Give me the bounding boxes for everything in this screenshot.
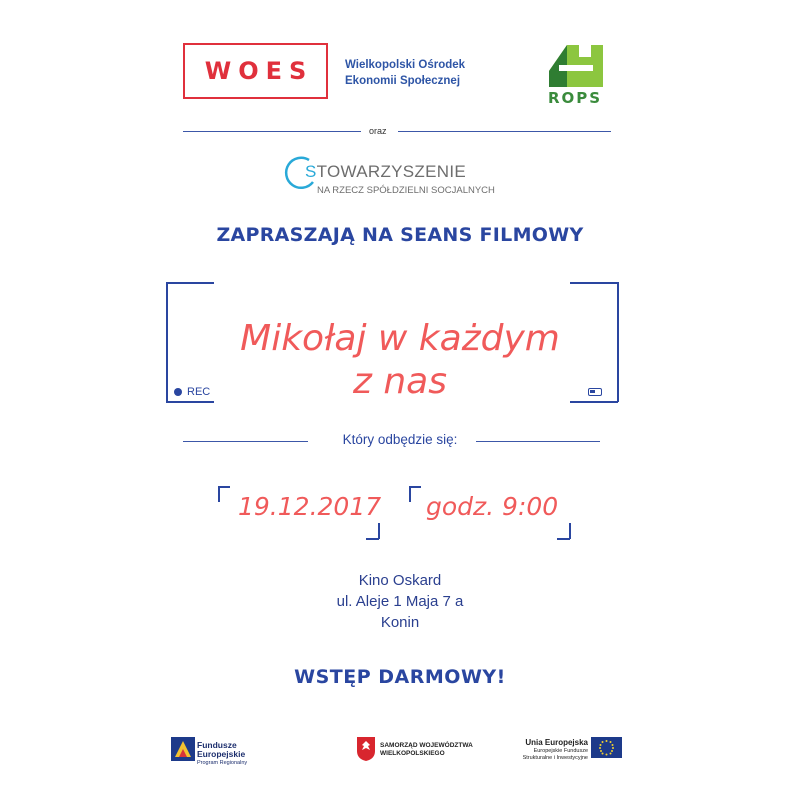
venue-street: ul. Aleje 1 Maja 7 a [336, 593, 464, 610]
woes-logo [183, 43, 328, 99]
samorzad-crest-icon [356, 736, 376, 762]
frame-corner-tr-h [570, 282, 618, 284]
event-time: godz. 9:00 [426, 492, 559, 521]
rec-label: REC [187, 386, 211, 398]
free-entry: WSTĘP DARMOWY! [294, 666, 506, 688]
unia-europejska-text [520, 738, 588, 762]
when-label: Który odbędzie się: [342, 432, 458, 447]
frame-corner-tl-h [166, 282, 214, 284]
film-title-line1: Mikołaj w każdym [240, 318, 560, 359]
record-dot-icon [174, 388, 182, 396]
battery-icon [588, 388, 602, 396]
samorzad-line2: WIELKOPOLSKIEGO [380, 750, 445, 757]
ue-line1: Unia Europejska [525, 738, 588, 747]
woes-name-line1: Wielkopolski Ośrodek [345, 59, 466, 71]
date-bracket-bottom [366, 538, 379, 540]
divider-left [183, 131, 361, 132]
time-bracket-top [409, 486, 421, 488]
eu-flag-icon [591, 737, 622, 758]
samorzad-line1: SAMORZĄD WOJEWÓDZTWA [380, 742, 473, 749]
when-divider-right [476, 441, 600, 442]
time-bracket-left [409, 486, 411, 502]
fundusze-europejskie-text [197, 741, 247, 767]
time-bracket-right [569, 523, 571, 539]
woes-name-line2: Ekonomii Społecznej [345, 75, 461, 87]
stowarzyszenie-rest: TOWARZYSZENIE [316, 162, 466, 181]
fundusze-europejskie-icon [171, 737, 195, 761]
time-bracket-bottom [557, 538, 570, 540]
rops-logo-text: ROPS [548, 89, 603, 107]
date-bracket-left [218, 486, 220, 502]
rec-indicator [174, 386, 210, 398]
stowarzyszenie-subtitle: NA RZECZ SPÓŁDZIELNI SOCJALNYCH [317, 185, 495, 196]
event-date: 19.12.2017 [238, 492, 382, 521]
stowarzyszenie-initial: S [305, 162, 317, 181]
fe-line3: Program Regionalny [197, 760, 248, 766]
ue-line2: Europejskie Fundusze [533, 748, 588, 754]
fe-line1: Fundusze [197, 740, 237, 750]
stowarzyszenie-name [305, 162, 466, 182]
fe-line2: Europejskie [197, 749, 246, 759]
woes-full-name [345, 57, 465, 89]
invite-heading: ZAPRASZAJĄ NA SEANS FILMOWY [216, 224, 584, 246]
venue-name: Kino Oskard [358, 572, 442, 589]
rops-logo-icon [545, 43, 607, 89]
date-bracket-top [218, 486, 230, 488]
date-bracket-right [378, 523, 380, 539]
oraz-label: oraz [369, 126, 387, 136]
woes-logo-text: WOES [204, 57, 314, 85]
divider-right [398, 131, 611, 132]
venue-city: Konin [380, 614, 420, 631]
ue-line3: Strukturalne i Inwestycyjne [522, 755, 588, 761]
film-title-line2: z nas [353, 361, 447, 402]
samorzad-text [380, 742, 473, 758]
